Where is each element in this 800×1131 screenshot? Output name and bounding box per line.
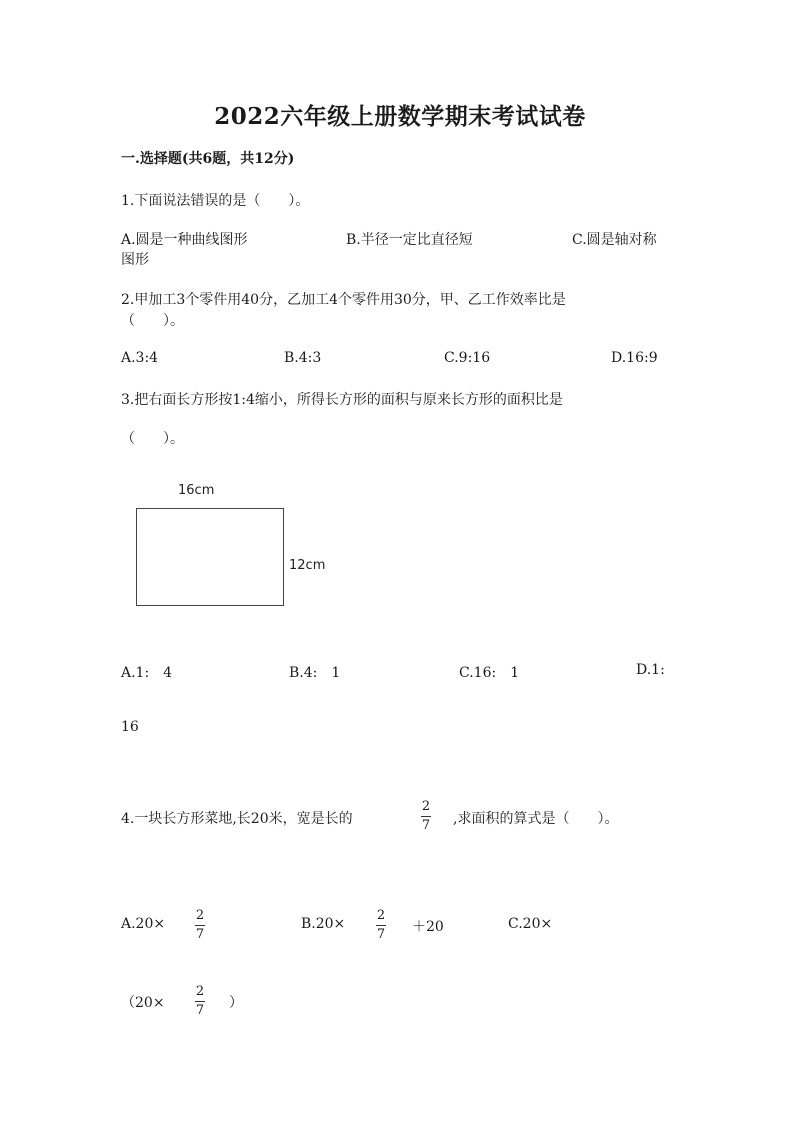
question-1-option-b: B.半径一定比直径短 — [346, 232, 473, 248]
question-4-option-c: C.20× — [508, 916, 553, 932]
question-4-option-b: B.20× — [301, 916, 346, 932]
option-b-fraction — [374, 909, 388, 942]
question-2-option-d: D.16:9 — [611, 350, 658, 366]
page-title: 2022六年级上册数学期末考试试卷 — [214, 103, 586, 130]
question-3-stem-line1: 3.把右面长方形按1:4缩小，所得长方形的面积与原来长方形的面积比是 — [121, 392, 563, 408]
question-2-option-b: B.4:3 — [284, 350, 322, 366]
rectangle-width-label: 16cm — [178, 483, 215, 498]
question-2-stem-line1: 2.甲加工3个零件用40分，乙加工4个零件用30分，甲、乙工作效率比是 — [121, 292, 566, 308]
fraction-numerator: 2 — [421, 799, 431, 814]
question-4-stem-prefix: 4.一块长方形菜地,长20米，宽是长的 — [121, 811, 353, 827]
question-1-stem: 1.下面说法错误的是（ ）。 — [121, 193, 310, 209]
question-1-option-a: A.圆是一种曲线图形 — [121, 232, 248, 248]
fraction-bar — [195, 1001, 205, 1002]
question-3-option-b: B.4: 1 — [289, 665, 341, 681]
question-3-option-d-wrap: 16 — [121, 719, 139, 735]
question-2-stem-line2: （ ）。 — [121, 313, 184, 329]
question-1-option-c-wrap: 图形 — [121, 252, 149, 268]
question-2-option-c: C.9:16 — [444, 350, 491, 366]
option-c-fraction — [193, 985, 207, 1018]
question-3-stem-line2: （ ）。 — [121, 431, 184, 447]
question-4-option-b-suffix: ＋20 — [412, 919, 444, 935]
fraction-denominator: 7 — [421, 818, 431, 833]
option-a-fraction — [193, 909, 207, 942]
rectangle-height-label: 12cm — [289, 558, 326, 573]
question-4-fraction — [419, 800, 433, 833]
fraction-denominator: 7 — [376, 927, 386, 942]
question-1-option-c: C.圆是轴对称 — [572, 232, 657, 248]
question-2-option-a: A.3:4 — [121, 350, 159, 366]
question-3-option-a: A.1: 4 — [121, 665, 173, 681]
fraction-bar — [376, 925, 386, 926]
question-4-option-c-wrap-suffix: ） — [229, 995, 243, 1011]
fraction-denominator: 7 — [195, 927, 205, 942]
question-4-option-c-wrap-prefix: （20× — [121, 995, 165, 1011]
fraction-denominator: 7 — [195, 1003, 205, 1018]
question-4-stem-suffix: ,求面积的算式是（ ）。 — [453, 811, 619, 827]
fraction-numerator: 2 — [195, 908, 205, 923]
fraction-numerator: 2 — [376, 908, 386, 923]
section-heading: 一.选择题(共6题，共12分) — [121, 151, 295, 167]
fraction-bar — [421, 816, 431, 817]
rectangle-figure — [136, 508, 284, 606]
question-3-option-c: C.16: 1 — [459, 665, 520, 681]
question-3-option-d: D.1: — [636, 662, 665, 678]
fraction-numerator: 2 — [195, 984, 205, 999]
fraction-bar — [195, 925, 205, 926]
question-4-option-a: A.20× — [121, 916, 166, 932]
